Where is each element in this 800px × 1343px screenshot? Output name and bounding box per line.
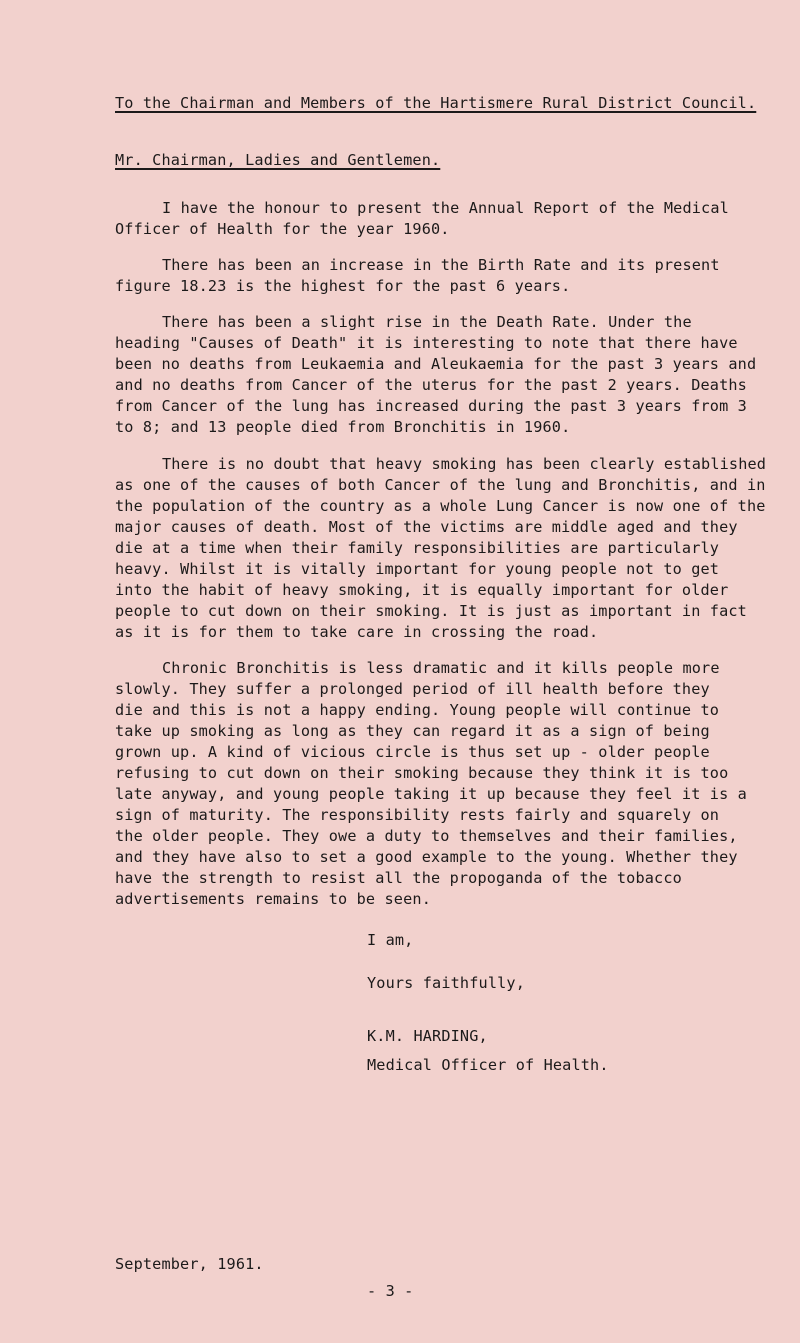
paragraph-line: heading "Causes of Death" it is interesting to note that there have bbox=[115, 334, 738, 352]
paragraph-line: have the strength to resist all the propoganda of the tobacco bbox=[115, 869, 682, 887]
paragraph-line: Officer of Health for the year 1960. bbox=[115, 220, 450, 238]
paragraph-line: people to cut down on their smoking. It is just as important in fact bbox=[115, 602, 747, 620]
paragraph-line: sign of maturity. The responsibility rests fairly and squarely on bbox=[115, 806, 720, 824]
paragraph-line: grown up. A kind of vicious circle is thus set up - older people bbox=[115, 743, 710, 761]
paragraph-line: Chronic Bronchitis is less dramatic and it kills people more bbox=[162, 659, 720, 677]
page-number: - 3 - bbox=[367, 1282, 414, 1300]
paragraph-line: die and this is not a happy ending. Young people will continue to bbox=[115, 701, 720, 719]
letter-title: To the Chairman and Members of the Hartismere Rural District Council. bbox=[115, 94, 757, 112]
paragraph-line: and they have also to set a good example to the young. Whether they bbox=[115, 848, 738, 866]
paragraph-line: been no deaths from Leukaemia and Aleukaemia for the past 3 years and bbox=[115, 355, 757, 373]
paragraph-line: refusing to cut down on their smoking because they think it is too bbox=[115, 764, 729, 782]
paragraph-line: I have the honour to present the Annual Report of the Medical bbox=[162, 199, 729, 217]
paragraph-line: There has been an increase in the Birth Rate and its present bbox=[162, 256, 720, 274]
paragraph-line: the population of the country as a whole Lung Cancer is now one of the bbox=[115, 497, 766, 515]
paragraph-line: There is no doubt that heavy smoking has been clearly established bbox=[162, 455, 767, 473]
paragraph-line: advertisements remains to be seen. bbox=[115, 890, 431, 908]
paragraph-line: major causes of death. Most of the victims are middle aged and they bbox=[115, 518, 738, 536]
signatory-name: K.M. HARDING, bbox=[367, 1027, 488, 1045]
paragraph-line: heavy. Whilst it is vitally important for young people not to get bbox=[115, 560, 720, 578]
paragraph-line: die at a time when their family responsibilities are particularly bbox=[115, 539, 720, 557]
closing-i-am: I am, bbox=[367, 931, 414, 949]
paragraph-line: There has been a slight rise in the Death Rate. Under the bbox=[162, 313, 692, 331]
paragraph-line: as it is for them to take care in crossing the road. bbox=[115, 623, 599, 641]
paragraph-line: slowly. They suffer a prolonged period of ill health before they bbox=[115, 680, 710, 698]
paragraph-line: figure 18.23 is the highest for the past 6 years. bbox=[115, 277, 571, 295]
paragraph-line: take up smoking as long as they can regard it as a sign of being bbox=[115, 722, 710, 740]
signatory-position: Medical Officer of Health. bbox=[367, 1056, 609, 1074]
paragraph-line: from Cancer of the lung has increased during the past 3 years from 3 bbox=[115, 397, 747, 415]
paragraph-line: into the habit of heavy smoking, it is equally important for older bbox=[115, 581, 729, 599]
paragraph-line: to 8; and 13 people died from Bronchitis in 1960. bbox=[115, 418, 571, 436]
paragraph-line: the older people. They owe a duty to themselves and their families, bbox=[115, 827, 738, 845]
letter-date: September, 1961. bbox=[115, 1255, 264, 1273]
closing-yours-faithfully: Yours faithfully, bbox=[367, 974, 525, 992]
salutation: Mr. Chairman, Ladies and Gentlemen. bbox=[115, 151, 441, 169]
paragraph-line: late anyway, and young people taking it up because they feel it is a bbox=[115, 785, 747, 803]
paragraph-line: and no deaths from Cancer of the uterus for the past 2 years. Deaths bbox=[115, 376, 747, 394]
paragraph-line: as one of the causes of both Cancer of the lung and Bronchitis, and in bbox=[115, 476, 766, 494]
